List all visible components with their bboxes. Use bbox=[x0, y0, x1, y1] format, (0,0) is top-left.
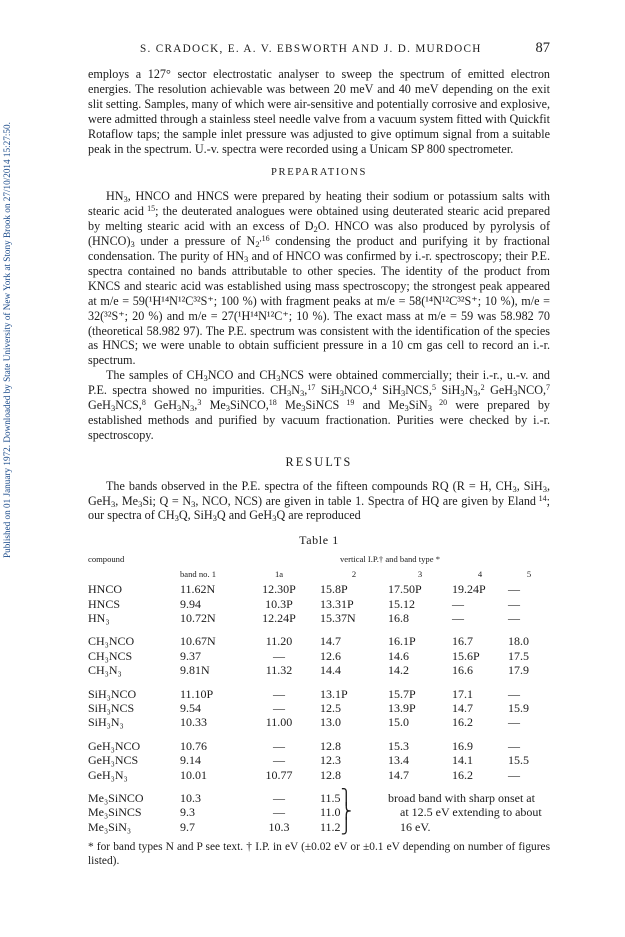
value-cell: 16.1P bbox=[388, 634, 416, 649]
value-cell: 19.24P bbox=[452, 582, 486, 597]
value-cell: 13.31P bbox=[320, 596, 354, 611]
value-cell: 10.3 bbox=[268, 819, 290, 834]
compound-cell: GeH₃NCS bbox=[88, 753, 139, 768]
value-cell: — bbox=[452, 596, 464, 611]
value-cell: 9.94 bbox=[180, 596, 201, 611]
value-cell: 15.7P bbox=[388, 686, 416, 701]
value-cell: 10.33 bbox=[180, 715, 207, 730]
compound-header: compound bbox=[88, 554, 125, 565]
results-heading: RESULTS bbox=[285, 454, 353, 469]
table-row bbox=[88, 663, 550, 677]
group-spacer bbox=[88, 625, 550, 634]
value-cell: — bbox=[273, 686, 285, 701]
compound-cell: GeH₃N₃ bbox=[88, 767, 128, 782]
value-cell: 15.8P bbox=[320, 582, 348, 597]
value-cell: 10.67N bbox=[180, 634, 216, 649]
value-cell: 11.2⎭ bbox=[320, 818, 352, 835]
value-cell: 14.1 bbox=[452, 753, 473, 768]
table-body bbox=[88, 582, 550, 834]
results-paragraph: The bands observed in the P.E. spectra of the fifteen compounds RQ (R = H, $CH_3$, SiH$_3$, GeH$_3$, $Me_3Si$; $Q = N_3$, NCO, NCS) are given in table 1. Spectra of HQ are given by Eland $^{14}$; our spectra of $CH_3Q$, SiH$_3$Q and GeH$_3$Q are reproduced bbox=[88, 478, 550, 524]
compound-cell: SiH₃NCO bbox=[88, 686, 137, 701]
value-cell: 14.6 bbox=[388, 648, 409, 663]
value-cell: 16.8 bbox=[388, 610, 409, 625]
table-row bbox=[88, 791, 550, 805]
ionization-table: compound vertical I.P.† and band type * band no. 1 1a 2 3 4 5 HNCO 11.62N 12.30P 15.8P 17.50P 19.24P — HNCS 9.94 10.3P 13.31P 15.12 — — HN₃ 10.72N 12.24P 15.37N 16.8 — — CH₃NCO 10.67N 11.20 14.7 16.1P 16.7 18.0 CH₃NCS 9.37 — 12.6 14.6 15.6P 17.5 CH₃N₃ 9.81N 11.32 14.4 14.2 16.6 17.9 SiH₃NCO 11.10P — 13.1P 15.7P 17.1 — SiH₃NCS 9.54 — 12.5 13.9P 14.7 15.9 SiH₃N₃ 10.33 11.00 13.0 15.0 16.2 — GeH₃NCO 10.76 — 12.8 15.3 16.9 — GeH₃NCS 9.14 — 12.3 13.4 14.1 15.5 GeH₃N₃ 10.01 10.77 12.8 14.7 16.2 — Me₃SiNCO 10.3 — 11.5⎫ broad band with sharp onset at Me₃SiNCS 9.3 — 11.0⎬ at 12.5 eV extending to about Me₃SiN₃ 9.7 10.3 11.2⎭ 16 eV. bbox=[88, 552, 550, 834]
brace-mark: ⎫ bbox=[340, 789, 352, 806]
value-cell: 14.2 bbox=[388, 663, 409, 678]
compound-cell: GeH₃NCO bbox=[88, 738, 141, 753]
value-cell: 11.0⎬ bbox=[320, 804, 352, 821]
value-cell: 15.37N bbox=[320, 610, 356, 625]
value-cell: — bbox=[273, 738, 285, 753]
preparations-heading: PREPARATIONS bbox=[271, 167, 367, 179]
value-cell: — bbox=[273, 700, 285, 715]
value-cell: 16.7 bbox=[452, 634, 473, 649]
table-row bbox=[88, 701, 550, 715]
table-row bbox=[88, 649, 550, 663]
table-row bbox=[88, 753, 550, 767]
value-cell: 16.2 bbox=[452, 715, 473, 730]
value-cell: — bbox=[508, 686, 520, 701]
value-cell: 14.7 bbox=[452, 700, 473, 715]
value-cell: 11.10P bbox=[180, 686, 214, 701]
value-cell: 11.20 bbox=[265, 634, 293, 649]
preparations-paragraph-1: $HN_3$, HNCO and HNCS were prepared by heating their sodium or potassium salts with stearic acid $^{15}$; the deuterated analogues were obtained using deuterated stearic acid prepared by melting stearic acid with an excess of $D_2O$. HNCO was also produced by pyrolysis of $(HNCO)_3$ under a pressure of $N_2^{,16}$ condensing the product and purifying it by fractional condensation. The purity of $HN_3$ and of HNCO was confirmed by i.-r. spectroscopy; their P.E. spectra contained no bands attributable to other species. The identity of the product from KNCS and stearic acid was established using mass spectroscopy; the strongest peak appeared at m/e = 59(¹H¹⁴N¹²C³²S⁺; 100 %) with fragment peaks at m/e = 58(¹⁴N¹²C³²S⁺; 10 %), m/e = 32(³²S⁺; 20 %) and m/e = 27(¹H¹⁴N¹²C⁺; 10 %). The exact mass at m/e = 59 was 58.982 70 (theoretical 58.982 97). The P.E. spectrum was consistent with the identification of the species as HNCS; we were unable to obtain sufficient pressure in a 10 cm gas cell to record an i.-r. spectrum. bbox=[88, 189, 551, 368]
value-cell: 9.37 bbox=[180, 648, 201, 663]
value-cell: 10.72N bbox=[180, 610, 216, 625]
compound-cell: Me₃SiNCO bbox=[88, 790, 144, 805]
value-cell: — bbox=[273, 805, 285, 820]
compound-cell: HNCS bbox=[88, 596, 121, 611]
value-cell: — bbox=[452, 610, 464, 625]
table-row bbox=[88, 820, 550, 834]
value-cell: 11.32 bbox=[265, 663, 293, 678]
value-cell: — bbox=[508, 767, 520, 782]
value-cell: 10.3P bbox=[265, 596, 293, 611]
running-title: S. CRADOCK, E. A. V. EBSWORTH AND J. D. MURDOCH bbox=[140, 43, 482, 55]
value-cell: 9.81N bbox=[180, 663, 210, 678]
value-cell: — bbox=[508, 596, 520, 611]
broad-band-note: broad band with sharp onset at bbox=[388, 790, 535, 805]
compound-cell: CH₃N₃ bbox=[88, 663, 122, 678]
value-cell: 12.3 bbox=[320, 753, 341, 768]
download-watermark: Published on 01 January 1972. Downloaded by State University of New York at Stony Brook on 27/10/2014 15:27:50. bbox=[2, 122, 12, 558]
brace-mark: ⎭ bbox=[340, 818, 352, 835]
value-cell: 9.14 bbox=[180, 753, 201, 768]
value-cell: 10.76 bbox=[180, 738, 207, 753]
value-cell: 9.54 bbox=[180, 700, 201, 715]
table-caption: Table 1 bbox=[299, 533, 339, 548]
intro-paragraph: employs a 127° sector electrostatic analyser to sweep the spectrum of emitted electron energies. The resolution achievable was between 20 meV and 40 meV depending on the exit slit setting. Samples, many of which were air-sensitive and potentially corrosive and explosive, were admitted through a stainless steel needle valve from a vacuum system fitted with Quickfit Rotaflow taps; the sample inlet pressure was adjusted to give optimum signal from a suitable peak in the spectrum. U.-v. spectra were recorded using a Unicam SP 800 spectrometer. bbox=[88, 67, 551, 156]
value-cell: 10.01 bbox=[180, 767, 207, 782]
table-row bbox=[88, 715, 550, 729]
compound-cell: Me₃SiNCS bbox=[88, 805, 142, 820]
group-spacer bbox=[88, 678, 550, 687]
compound-cell: Me₃SiN₃ bbox=[88, 819, 132, 834]
value-cell: — bbox=[508, 738, 520, 753]
value-cell: 11.00 bbox=[265, 715, 293, 730]
value-cell: 10.77 bbox=[265, 767, 293, 782]
value-cell: 12.30P bbox=[262, 582, 296, 597]
value-cell: 12.8 bbox=[320, 738, 341, 753]
page-header bbox=[88, 40, 550, 60]
value-cell: — bbox=[273, 790, 285, 805]
value-cell: 15.5 bbox=[508, 753, 529, 768]
value-cell: — bbox=[508, 715, 520, 730]
table-footnote: * for band types N and P see text. † I.P. in eV (±0.02 eV or ±0.1 eV depending on number of figures listed). bbox=[88, 841, 550, 868]
value-cell: — bbox=[273, 648, 285, 663]
value-cell: 17.1 bbox=[452, 686, 473, 701]
band-no-header: band no. bbox=[180, 569, 210, 580]
value-cell: 9.7 bbox=[180, 819, 195, 834]
value-cell: 14.7 bbox=[388, 767, 409, 782]
compound-cell: SiH₃NCS bbox=[88, 700, 135, 715]
table-row bbox=[88, 611, 550, 625]
value-cell: 13.4 bbox=[388, 753, 409, 768]
value-cell: 15.3 bbox=[388, 738, 409, 753]
value-cell: 17.9 bbox=[508, 663, 529, 678]
value-cell: 18.0 bbox=[508, 634, 529, 649]
value-cell: — bbox=[508, 610, 520, 625]
broad-band-note: at 12.5 eV extending to about bbox=[400, 805, 542, 820]
value-cell: 10.3 bbox=[180, 790, 201, 805]
value-cell: 16.9 bbox=[452, 738, 473, 753]
value-cell: 17.50P bbox=[388, 582, 422, 597]
value-cell: 15.6P bbox=[452, 648, 480, 663]
table-row bbox=[88, 634, 550, 648]
broad-band-note: 16 eV. bbox=[400, 819, 431, 834]
value-cell: 15.9 bbox=[508, 700, 529, 715]
value-cell: 12.8 bbox=[320, 767, 341, 782]
table-row bbox=[88, 582, 550, 596]
table-row bbox=[88, 805, 550, 819]
value-cell: 13.1P bbox=[320, 686, 348, 701]
value-cell: — bbox=[273, 753, 285, 768]
table-row bbox=[88, 768, 550, 782]
brace-mark: ⎬ bbox=[340, 804, 352, 821]
value-cell: 16.6 bbox=[452, 663, 473, 678]
table-row bbox=[88, 597, 550, 611]
value-cell: 11.62N bbox=[180, 582, 216, 597]
value-cell: 12.6 bbox=[320, 648, 341, 663]
compound-cell: HN₃ bbox=[88, 610, 110, 625]
value-cell: 15.0 bbox=[388, 715, 409, 730]
page-number: 87 bbox=[535, 40, 550, 56]
value-cell: — bbox=[508, 582, 520, 597]
value-cell: 12.5 bbox=[320, 700, 341, 715]
preparations-paragraph-2: The samples of $CH_3NCO$ and $CH_3NCS$ were obtained commercially; their i.-r., u.-v. and P.E. spectra showed no impurities. $CH_3N_3,^{17}$ SiH$_3$NCO,$^4$ SiH$_3$NCS,$^5$ $SiH_3N_3,^2$ GeH$_3$NCO,$^7$ GeH$_3$NCS,$^8$ $GeH_3N_3,^3$ $Me_3SiNCO,^{18}$ $Me_3SiNCS$ $^{19}$ and $Me_3SiN_3$ $^{20}$ were prepared by established methods and purified by vacuum fractionation. Purities were checked by i.-r. spectroscopy. bbox=[88, 368, 550, 442]
value-cell: 14.7 bbox=[320, 634, 341, 649]
value-cell: 13.9P bbox=[388, 700, 416, 715]
value-cell: 15.12 bbox=[388, 596, 415, 611]
article-body bbox=[88, 67, 550, 868]
value-cell: 11.5⎫ bbox=[320, 789, 352, 806]
table-row bbox=[88, 687, 550, 701]
value-cell: 14.4 bbox=[320, 663, 341, 678]
compound-cell: CH₃NCO bbox=[88, 634, 135, 649]
table-row bbox=[88, 739, 550, 753]
value-cell: 17.5 bbox=[508, 648, 529, 663]
group-spacer bbox=[88, 782, 550, 791]
vertical-ip-header: vertical I.P.† and band type * bbox=[340, 554, 440, 565]
value-cell: 16.2 bbox=[452, 767, 473, 782]
value-cell: 9.3 bbox=[180, 805, 195, 820]
value-cell: 12.24P bbox=[262, 610, 296, 625]
group-spacer bbox=[88, 730, 550, 739]
compound-cell: SiH₃N₃ bbox=[88, 715, 124, 730]
compound-cell: CH₃NCS bbox=[88, 648, 133, 663]
compound-cell: HNCO bbox=[88, 582, 123, 597]
value-cell: 13.0 bbox=[320, 715, 341, 730]
